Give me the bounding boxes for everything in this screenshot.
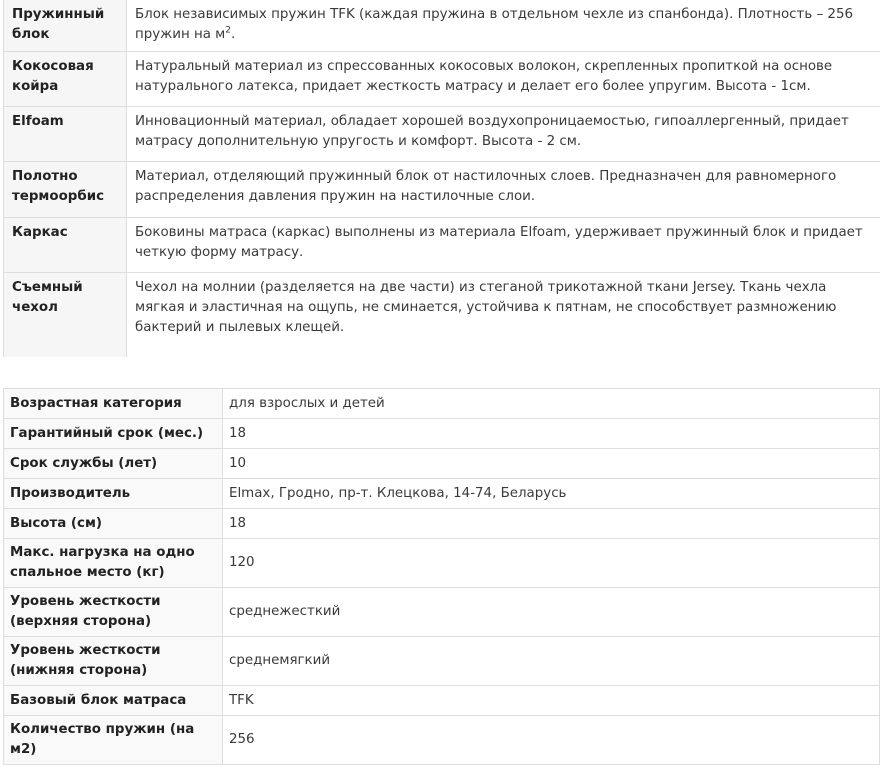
table-row [4, 686, 880, 716]
table-row [4, 52, 881, 107]
description-tail: . [231, 27, 236, 42]
table-row [4, 419, 880, 449]
material-description [127, 107, 881, 162]
spec-value: 10 [223, 449, 880, 479]
specs-table [3, 388, 880, 765]
material-description [127, 162, 881, 218]
spec-value: среднежесткий [223, 588, 880, 637]
spec-value: 256 [223, 716, 880, 765]
spec-value: 18 [223, 419, 880, 449]
spec-label: Количество пружин (на м2) [4, 716, 223, 765]
material-description-text: Инновационный материал, обладает хорошей воздухопроницаемостью, гипоаллергенный, придает матрасу дополнительную упругость и комфорт. Высота - 2 см. [135, 114, 849, 149]
material-name-text: Каркас [12, 225, 68, 240]
spec-value: TFK [223, 686, 880, 716]
spec-value: для взрослых и детей [223, 389, 880, 419]
spec-value: 18 [223, 509, 880, 539]
spec-value: 120 [223, 539, 880, 588]
spec-label: Базовый блок матраса [4, 686, 223, 716]
material-description [127, 0, 881, 52]
spec-label: Гарантийный срок (мес.) [4, 419, 223, 449]
material-description-text: Чехол на молнии (разделяется на две части) из стеганой трикотажной ткани Jersey. Ткань чехла мягкая и эластичная на ощупь, не сминается, устойчива к пятнам, не способствует размножению бактерий и пылевых клещей. [135, 280, 837, 335]
table-row [4, 218, 881, 273]
material-description [127, 218, 881, 273]
table-row [4, 449, 880, 479]
material-description-text: Боковины матраса (каркас) выполнены из материала Elfoam, удерживает пружинный блок и придает четкую форму матрасу. [135, 225, 863, 260]
material-description [127, 273, 881, 358]
material-name [4, 52, 127, 107]
material-description-text: Натуральный материал из спрессованных кокосовых волокон, скрепленных пропиткой на основе натурального латекса, придает жесткость матрасу и делает его более упругим. Высота - 1см. [135, 59, 833, 94]
superscript: 2 [225, 25, 232, 36]
material-name-text: Кокосовая койра [12, 59, 94, 94]
material-name [4, 107, 127, 162]
material-name [4, 162, 127, 218]
table-row [4, 716, 880, 765]
material-name [4, 0, 127, 52]
spec-label: Высота (см) [4, 509, 223, 539]
spec-value: среднемягкий [223, 637, 880, 686]
material-name [4, 218, 127, 273]
spec-label: Производитель [4, 479, 223, 509]
table-row [4, 588, 880, 637]
material-name [4, 273, 127, 358]
table-row [4, 107, 881, 162]
material-description [127, 52, 881, 107]
spec-label: Уровень жесткости (верхняя сторона) [4, 588, 223, 637]
material-description-text: Материал, отделяющий пружинный блок от настилочных слоев. Предназначен для равномерного распределения давления пружин на настилочные слои. [135, 169, 837, 204]
spec-label: Срок службы (лет) [4, 449, 223, 479]
spec-label: Уровень жесткости (нижняя сторона) [4, 637, 223, 686]
table-row [4, 162, 881, 218]
spec-label: Макс. нагрузка на одно спальное место (кг) [4, 539, 223, 588]
table-row [4, 539, 880, 588]
material-name-text: Полотно термоорбис [12, 169, 105, 204]
table-row [4, 273, 881, 358]
material-name-text: Пружинный блок [12, 7, 105, 42]
composition-table [3, 0, 880, 357]
table-row [4, 0, 881, 52]
spec-value: Elmax, Гродно, пр-т. Клецкова, 14-74, Беларусь [223, 479, 880, 509]
material-description-text: Блок независимых пружин TFK (каждая пружина в отдельном чехле из спанбонда). Плотность – 256 пружин на м [135, 7, 853, 42]
spec-label: Возрастная категория [4, 389, 223, 419]
table-row [4, 479, 880, 509]
material-name-text: Elfoam [12, 114, 64, 129]
table-row [4, 389, 880, 419]
table-row [4, 637, 880, 686]
material-name-text: Съемный чехол [12, 280, 83, 315]
table-row [4, 509, 880, 539]
